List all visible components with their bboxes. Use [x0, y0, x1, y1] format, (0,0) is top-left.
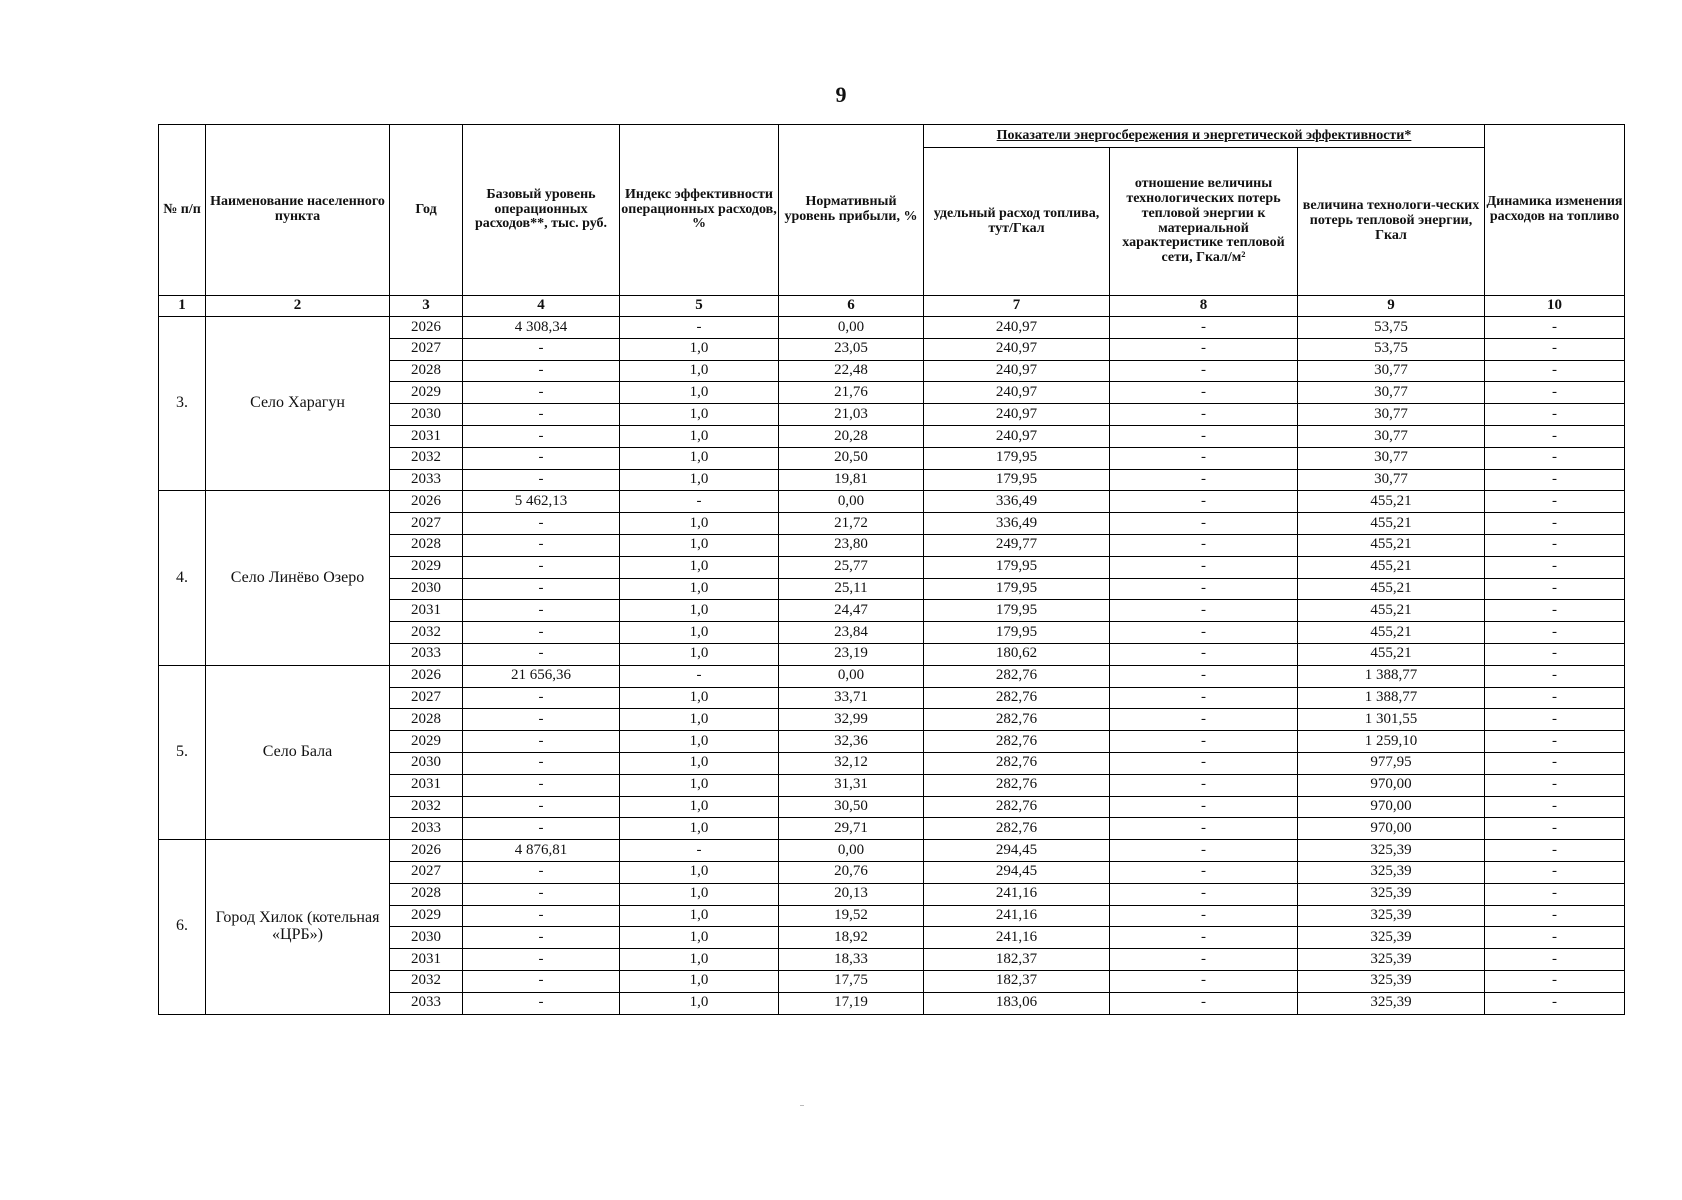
tariff-indicators-table: [158, 124, 1625, 1015]
fuel-dynamics-cell: -: [1485, 643, 1625, 665]
heat-losses-cell: 30,77: [1298, 360, 1485, 382]
fuel-dynamics-cell: -: [1485, 709, 1625, 731]
year-cell: 2028: [390, 709, 463, 731]
fuel-dynamics-cell: -: [1485, 338, 1625, 360]
normative-profit-cell: 24,47: [779, 600, 924, 622]
normative-profit-cell: 23,84: [779, 622, 924, 644]
year-cell: 2028: [390, 883, 463, 905]
year-cell: 2033: [390, 992, 463, 1014]
heat-losses-cell: 325,39: [1298, 905, 1485, 927]
fuel-dynamics-cell: -: [1485, 513, 1625, 535]
normative-profit-cell: 23,19: [779, 643, 924, 665]
efficiency-index-cell: 1,0: [620, 556, 779, 578]
normative-profit-cell: 0,00: [779, 840, 924, 862]
specific-fuel-cell: 179,95: [924, 600, 1110, 622]
fuel-dynamics-cell: -: [1485, 556, 1625, 578]
normative-profit-cell: 25,11: [779, 578, 924, 600]
base-opex-cell: -: [463, 534, 620, 556]
fuel-dynamics-cell: -: [1485, 382, 1625, 404]
heat-losses-cell: 455,21: [1298, 556, 1485, 578]
normative-profit-cell: 18,92: [779, 927, 924, 949]
column-number-cell: 8: [1110, 296, 1298, 317]
specific-fuel-cell: 240,97: [924, 317, 1110, 339]
normative-profit-cell: 32,36: [779, 731, 924, 753]
fuel-dynamics-cell: -: [1485, 905, 1625, 927]
base-opex-cell: -: [463, 404, 620, 426]
fuel-dynamics-cell: -: [1485, 796, 1625, 818]
table-row: [159, 317, 1625, 339]
specific-fuel-cell: 240,97: [924, 382, 1110, 404]
loss-ratio-cell: -: [1110, 600, 1298, 622]
base-opex-cell: -: [463, 556, 620, 578]
settlement-number: 6.: [159, 840, 206, 1014]
specific-fuel-cell: 282,76: [924, 709, 1110, 731]
year-cell: 2030: [390, 927, 463, 949]
year-cell: 2027: [390, 861, 463, 883]
efficiency-index-cell: 1,0: [620, 425, 779, 447]
efficiency-index-cell: 1,0: [620, 774, 779, 796]
loss-ratio-cell: -: [1110, 447, 1298, 469]
table-row: [159, 840, 1625, 862]
loss-ratio-cell: -: [1110, 818, 1298, 840]
year-cell: 2029: [390, 905, 463, 927]
fuel-dynamics-cell: -: [1485, 861, 1625, 883]
year-cell: 2033: [390, 818, 463, 840]
heat-losses-cell: 455,21: [1298, 578, 1485, 600]
specific-fuel-cell: 282,76: [924, 774, 1110, 796]
loss-ratio-cell: -: [1110, 578, 1298, 600]
normative-profit-cell: 20,28: [779, 425, 924, 447]
heat-losses-cell: 325,39: [1298, 840, 1485, 862]
loss-ratio-cell: -: [1110, 425, 1298, 447]
normative-profit-cell: 17,19: [779, 992, 924, 1014]
heat-losses-cell: 1 301,55: [1298, 709, 1485, 731]
loss-ratio-cell: -: [1110, 992, 1298, 1014]
specific-fuel-cell: 240,97: [924, 360, 1110, 382]
fuel-dynamics-cell: -: [1485, 534, 1625, 556]
normative-profit-cell: 20,13: [779, 883, 924, 905]
specific-fuel-cell: 282,76: [924, 731, 1110, 753]
header-normative-profit: Нормативный уровень прибыли, %: [779, 125, 924, 296]
fuel-dynamics-cell: -: [1485, 600, 1625, 622]
heat-losses-cell: 455,21: [1298, 600, 1485, 622]
fuel-dynamics-cell: -: [1485, 840, 1625, 862]
normative-profit-cell: 30,50: [779, 796, 924, 818]
fuel-dynamics-cell: -: [1485, 578, 1625, 600]
year-cell: 2028: [390, 534, 463, 556]
year-cell: 2026: [390, 665, 463, 687]
heat-losses-cell: 455,21: [1298, 534, 1485, 556]
loss-ratio-cell: -: [1110, 774, 1298, 796]
fuel-dynamics-cell: -: [1485, 622, 1625, 644]
heat-losses-cell: 970,00: [1298, 796, 1485, 818]
normative-profit-cell: 23,05: [779, 338, 924, 360]
fuel-dynamics-cell: -: [1485, 927, 1625, 949]
normative-profit-cell: 17,75: [779, 970, 924, 992]
normative-profit-cell: 0,00: [779, 317, 924, 339]
column-number-cell: 9: [1298, 296, 1485, 317]
loss-ratio-cell: -: [1110, 840, 1298, 862]
year-cell: 2031: [390, 949, 463, 971]
loss-ratio-cell: -: [1110, 338, 1298, 360]
efficiency-index-cell: 1,0: [620, 992, 779, 1014]
normative-profit-cell: 31,31: [779, 774, 924, 796]
efficiency-index-cell: 1,0: [620, 600, 779, 622]
fuel-dynamics-cell: -: [1485, 360, 1625, 382]
heat-losses-cell: 325,39: [1298, 883, 1485, 905]
header-loss-ratio: отношение величины технологических потерь тепловой энергии к материальной характеристике тепловой сети, Гкал/м²: [1110, 148, 1298, 296]
fuel-dynamics-cell: -: [1485, 774, 1625, 796]
header-energy-efficiency-group: Показатели энергосбережения и энергетической эффективности*: [924, 125, 1485, 148]
settlement-number: 4.: [159, 491, 206, 665]
specific-fuel-cell: 241,16: [924, 927, 1110, 949]
base-opex-cell: -: [463, 687, 620, 709]
settlement-name: Село Бала: [206, 665, 390, 839]
year-cell: 2031: [390, 600, 463, 622]
year-cell: 2032: [390, 970, 463, 992]
heat-losses-cell: 970,00: [1298, 774, 1485, 796]
efficiency-index-cell: 1,0: [620, 927, 779, 949]
base-opex-cell: 5 462,13: [463, 491, 620, 513]
heat-losses-cell: 53,75: [1298, 317, 1485, 339]
fuel-dynamics-cell: -: [1485, 469, 1625, 491]
specific-fuel-cell: 282,76: [924, 818, 1110, 840]
base-opex-cell: -: [463, 949, 620, 971]
loss-ratio-cell: -: [1110, 469, 1298, 491]
normative-profit-cell: 32,99: [779, 709, 924, 731]
loss-ratio-cell: -: [1110, 622, 1298, 644]
loss-ratio-cell: -: [1110, 556, 1298, 578]
base-opex-cell: -: [463, 927, 620, 949]
base-opex-cell: 4 308,34: [463, 317, 620, 339]
fuel-dynamics-cell: -: [1485, 425, 1625, 447]
heat-losses-cell: 325,39: [1298, 970, 1485, 992]
loss-ratio-cell: -: [1110, 665, 1298, 687]
heat-losses-cell: 30,77: [1298, 382, 1485, 404]
settlement-number: 3.: [159, 317, 206, 491]
efficiency-index-cell: -: [620, 665, 779, 687]
efficiency-index-cell: 1,0: [620, 949, 779, 971]
column-number-cell: 2: [206, 296, 390, 317]
heat-losses-cell: 977,95: [1298, 752, 1485, 774]
efficiency-index-cell: 1,0: [620, 687, 779, 709]
year-cell: 2026: [390, 840, 463, 862]
specific-fuel-cell: 249,77: [924, 534, 1110, 556]
column-number-cell: 5: [620, 296, 779, 317]
base-opex-cell: -: [463, 425, 620, 447]
fuel-dynamics-cell: -: [1485, 687, 1625, 709]
fuel-dynamics-cell: -: [1485, 752, 1625, 774]
specific-fuel-cell: 179,95: [924, 447, 1110, 469]
normative-profit-cell: 33,71: [779, 687, 924, 709]
specific-fuel-cell: 179,95: [924, 622, 1110, 644]
header-base-opex: Базовый уровень операционных расходов**, тыс. руб.: [463, 125, 620, 296]
year-cell: 2032: [390, 447, 463, 469]
year-cell: 2028: [390, 360, 463, 382]
column-number-cell: 1: [159, 296, 206, 317]
base-opex-cell: -: [463, 643, 620, 665]
heat-losses-cell: 455,21: [1298, 622, 1485, 644]
loss-ratio-cell: -: [1110, 404, 1298, 426]
normative-profit-cell: 23,80: [779, 534, 924, 556]
efficiency-index-cell: 1,0: [620, 752, 779, 774]
specific-fuel-cell: 240,97: [924, 404, 1110, 426]
settlement-number: 5.: [159, 665, 206, 839]
normative-profit-cell: 19,81: [779, 469, 924, 491]
fuel-dynamics-cell: -: [1485, 818, 1625, 840]
specific-fuel-cell: 180,62: [924, 643, 1110, 665]
base-opex-cell: -: [463, 513, 620, 535]
settlement-name: Город Хилок (котельная «ЦРБ»): [206, 840, 390, 1014]
year-cell: 2032: [390, 622, 463, 644]
year-cell: 2031: [390, 774, 463, 796]
heat-losses-cell: 455,21: [1298, 491, 1485, 513]
loss-ratio-cell: -: [1110, 905, 1298, 927]
fuel-dynamics-cell: -: [1485, 992, 1625, 1014]
settlement-name: Село Харагун: [206, 317, 390, 491]
specific-fuel-cell: 182,37: [924, 970, 1110, 992]
header-fuel-cost-dynamics: Динамика изменения расходов на топливо: [1485, 125, 1625, 296]
specific-fuel-cell: 282,76: [924, 796, 1110, 818]
year-cell: 2027: [390, 513, 463, 535]
specific-fuel-cell: 336,49: [924, 491, 1110, 513]
heat-losses-cell: 325,39: [1298, 992, 1485, 1014]
page-number: 9: [835, 82, 847, 107]
efficiency-index-cell: 1,0: [620, 709, 779, 731]
loss-ratio-cell: -: [1110, 491, 1298, 513]
efficiency-index-cell: 1,0: [620, 469, 779, 491]
heat-losses-cell: 325,39: [1298, 949, 1485, 971]
base-opex-cell: -: [463, 992, 620, 1014]
column-number-cell: 6: [779, 296, 924, 317]
heat-losses-cell: 30,77: [1298, 404, 1485, 426]
year-cell: 2026: [390, 491, 463, 513]
year-cell: 2026: [390, 317, 463, 339]
loss-ratio-cell: -: [1110, 513, 1298, 535]
base-opex-cell: -: [463, 469, 620, 491]
specific-fuel-cell: 241,16: [924, 905, 1110, 927]
settlement-name: Село Линёво Озеро: [206, 491, 390, 665]
fuel-dynamics-cell: -: [1485, 731, 1625, 753]
base-opex-cell: -: [463, 905, 620, 927]
efficiency-index-cell: -: [620, 491, 779, 513]
year-cell: 2029: [390, 556, 463, 578]
efficiency-index-cell: 1,0: [620, 513, 779, 535]
fuel-dynamics-cell: -: [1485, 317, 1625, 339]
header-heat-losses: величина технологи-ческих потерь тепловой энергии, Гкал: [1298, 148, 1485, 296]
header-number: № п/п: [159, 125, 206, 296]
normative-profit-cell: 32,12: [779, 752, 924, 774]
loss-ratio-cell: -: [1110, 970, 1298, 992]
year-cell: 2030: [390, 752, 463, 774]
loss-ratio-cell: -: [1110, 861, 1298, 883]
normative-profit-cell: 29,71: [779, 818, 924, 840]
fuel-dynamics-cell: -: [1485, 949, 1625, 971]
year-cell: 2029: [390, 731, 463, 753]
loss-ratio-cell: -: [1110, 949, 1298, 971]
efficiency-index-cell: 1,0: [620, 338, 779, 360]
normative-profit-cell: 22,48: [779, 360, 924, 382]
base-opex-cell: -: [463, 447, 620, 469]
column-number-row: [159, 296, 1625, 317]
normative-profit-cell: 18,33: [779, 949, 924, 971]
fuel-dynamics-cell: -: [1485, 447, 1625, 469]
fuel-dynamics-cell: -: [1485, 491, 1625, 513]
scan-speck: [800, 1105, 804, 1106]
header-settlement: Наименование населенного пункта: [206, 125, 390, 296]
heat-losses-cell: 1 388,77: [1298, 665, 1485, 687]
efficiency-index-cell: 1,0: [620, 404, 779, 426]
year-cell: 2033: [390, 469, 463, 491]
column-number-cell: 4: [463, 296, 620, 317]
base-opex-cell: -: [463, 752, 620, 774]
specific-fuel-cell: 179,95: [924, 469, 1110, 491]
heat-losses-cell: 1 388,77: [1298, 687, 1485, 709]
efficiency-index-cell: 1,0: [620, 382, 779, 404]
normative-profit-cell: 0,00: [779, 491, 924, 513]
table-header: [159, 125, 1625, 317]
base-opex-cell: -: [463, 883, 620, 905]
normative-profit-cell: 21,72: [779, 513, 924, 535]
base-opex-cell: -: [463, 382, 620, 404]
base-opex-cell: -: [463, 861, 620, 883]
year-cell: 2030: [390, 578, 463, 600]
efficiency-index-cell: 1,0: [620, 796, 779, 818]
heat-losses-cell: 325,39: [1298, 861, 1485, 883]
base-opex-cell: -: [463, 796, 620, 818]
efficiency-index-cell: -: [620, 840, 779, 862]
specific-fuel-cell: 179,95: [924, 556, 1110, 578]
specific-fuel-cell: 294,45: [924, 861, 1110, 883]
normative-profit-cell: 19,52: [779, 905, 924, 927]
header-opex-efficiency-index: Индекс эффективности операционных расходов, %: [620, 125, 779, 296]
specific-fuel-cell: 282,76: [924, 665, 1110, 687]
base-opex-cell: -: [463, 731, 620, 753]
normative-profit-cell: 21,03: [779, 404, 924, 426]
fuel-dynamics-cell: -: [1485, 883, 1625, 905]
base-opex-cell: -: [463, 360, 620, 382]
table-body: [159, 317, 1625, 1015]
loss-ratio-cell: -: [1110, 752, 1298, 774]
base-opex-cell: -: [463, 600, 620, 622]
normative-profit-cell: 20,76: [779, 861, 924, 883]
loss-ratio-cell: -: [1110, 796, 1298, 818]
specific-fuel-cell: 182,37: [924, 949, 1110, 971]
base-opex-cell: -: [463, 578, 620, 600]
loss-ratio-cell: -: [1110, 360, 1298, 382]
loss-ratio-cell: -: [1110, 883, 1298, 905]
header-specific-fuel-consumption: удельный расход топлива, тут/Гкал: [924, 148, 1110, 296]
normative-profit-cell: 25,77: [779, 556, 924, 578]
loss-ratio-cell: -: [1110, 731, 1298, 753]
normative-profit-cell: 0,00: [779, 665, 924, 687]
base-opex-cell: -: [463, 970, 620, 992]
base-opex-cell: 21 656,36: [463, 665, 620, 687]
specific-fuel-cell: 240,97: [924, 425, 1110, 447]
efficiency-index-cell: 1,0: [620, 970, 779, 992]
efficiency-index-cell: 1,0: [620, 447, 779, 469]
year-cell: 2029: [390, 382, 463, 404]
year-cell: 2032: [390, 796, 463, 818]
efficiency-index-cell: 1,0: [620, 360, 779, 382]
heat-losses-cell: 325,39: [1298, 927, 1485, 949]
specific-fuel-cell: 282,76: [924, 752, 1110, 774]
specific-fuel-cell: 183,06: [924, 992, 1110, 1014]
efficiency-index-cell: 1,0: [620, 622, 779, 644]
fuel-dynamics-cell: -: [1485, 665, 1625, 687]
efficiency-index-cell: 1,0: [620, 818, 779, 840]
table-row: [159, 665, 1625, 687]
efficiency-index-cell: 1,0: [620, 883, 779, 905]
base-opex-cell: -: [463, 622, 620, 644]
efficiency-index-cell: -: [620, 317, 779, 339]
year-cell: 2031: [390, 425, 463, 447]
year-cell: 2033: [390, 643, 463, 665]
loss-ratio-cell: -: [1110, 382, 1298, 404]
specific-fuel-cell: 241,16: [924, 883, 1110, 905]
loss-ratio-cell: -: [1110, 927, 1298, 949]
fuel-dynamics-cell: -: [1485, 404, 1625, 426]
year-cell: 2027: [390, 687, 463, 709]
base-opex-cell: 4 876,81: [463, 840, 620, 862]
fuel-dynamics-cell: -: [1485, 970, 1625, 992]
base-opex-cell: -: [463, 818, 620, 840]
loss-ratio-cell: -: [1110, 687, 1298, 709]
column-number-cell: 10: [1485, 296, 1625, 317]
normative-profit-cell: 21,76: [779, 382, 924, 404]
specific-fuel-cell: 282,76: [924, 687, 1110, 709]
heat-losses-cell: 30,77: [1298, 425, 1485, 447]
heat-losses-cell: 970,00: [1298, 818, 1485, 840]
normative-profit-cell: 20,50: [779, 447, 924, 469]
efficiency-index-cell: 1,0: [620, 905, 779, 927]
column-number-cell: 3: [390, 296, 463, 317]
heat-losses-cell: 30,77: [1298, 469, 1485, 491]
heat-losses-cell: 53,75: [1298, 338, 1485, 360]
specific-fuel-cell: 240,97: [924, 338, 1110, 360]
column-number-cell: 7: [924, 296, 1110, 317]
loss-ratio-cell: -: [1110, 317, 1298, 339]
efficiency-index-cell: 1,0: [620, 861, 779, 883]
efficiency-index-cell: 1,0: [620, 534, 779, 556]
efficiency-index-cell: 1,0: [620, 643, 779, 665]
loss-ratio-cell: -: [1110, 643, 1298, 665]
heat-losses-cell: 455,21: [1298, 513, 1485, 535]
heat-losses-cell: 30,77: [1298, 447, 1485, 469]
base-opex-cell: -: [463, 338, 620, 360]
year-cell: 2030: [390, 404, 463, 426]
heat-losses-cell: 1 259,10: [1298, 731, 1485, 753]
specific-fuel-cell: 179,95: [924, 578, 1110, 600]
table-row: [159, 491, 1625, 513]
specific-fuel-cell: 294,45: [924, 840, 1110, 862]
base-opex-cell: -: [463, 774, 620, 796]
year-cell: 2027: [390, 338, 463, 360]
efficiency-index-cell: 1,0: [620, 731, 779, 753]
loss-ratio-cell: -: [1110, 534, 1298, 556]
heat-losses-cell: 455,21: [1298, 643, 1485, 665]
efficiency-index-cell: 1,0: [620, 578, 779, 600]
header-year: Год: [390, 125, 463, 296]
specific-fuel-cell: 336,49: [924, 513, 1110, 535]
loss-ratio-cell: -: [1110, 709, 1298, 731]
base-opex-cell: -: [463, 709, 620, 731]
